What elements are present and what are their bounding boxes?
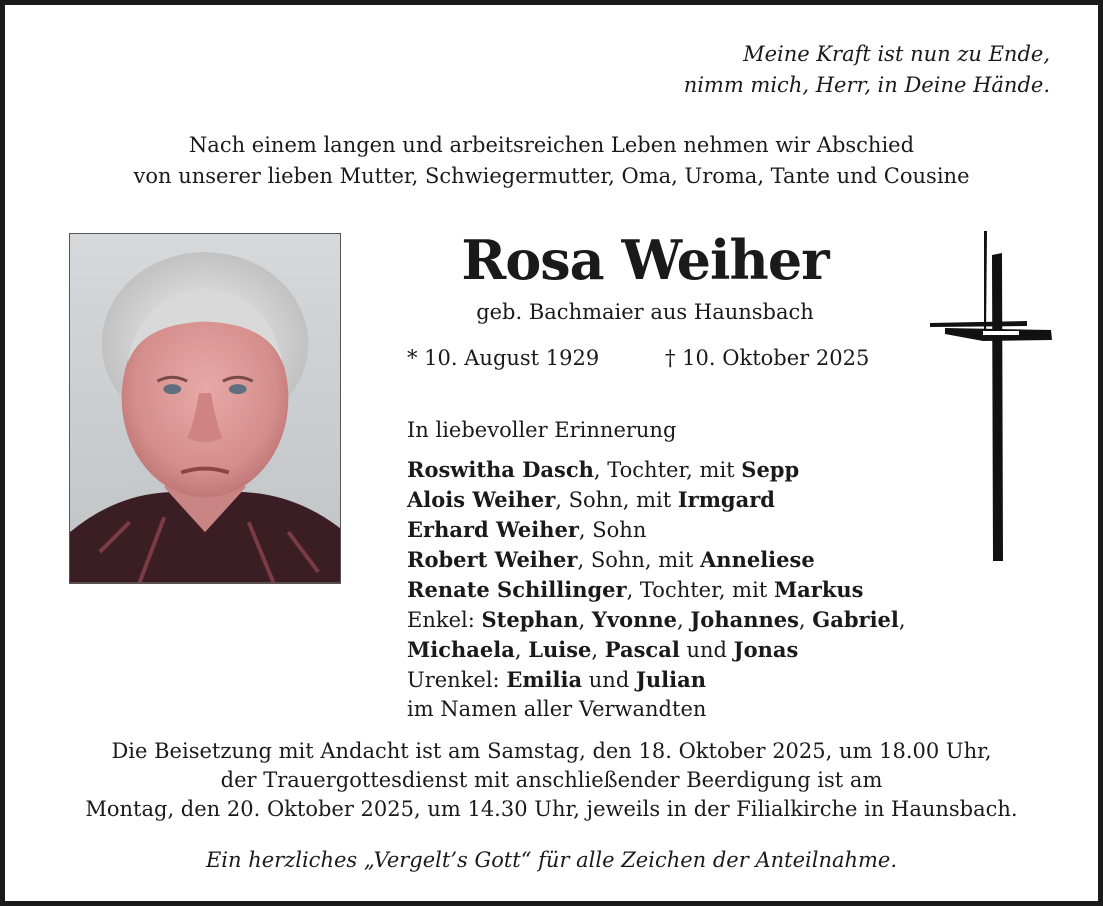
cross-icon: [923, 227, 1058, 567]
service-line-1: Die Beisetzung mit Andacht ist am Samstag, den 18. Oktober 2025, um 18.00 Uhr,: [111, 739, 992, 763]
funeral-details: [5, 737, 1098, 824]
mourner-name: Alois Weiher: [407, 487, 556, 512]
grandchildren-row-1: [407, 605, 906, 635]
conjunction: und: [582, 668, 636, 692]
death-date: † 10. Oktober 2025: [665, 346, 870, 370]
birth-date: * 10. August 1929: [407, 346, 600, 370]
service-line-2: der Trauergottesdienst mit anschließender Beerdigung ist am: [220, 768, 883, 792]
grandchild-name: Yvonne: [591, 607, 678, 632]
separator: ,: [591, 638, 605, 662]
mourner-name: Renate Schillinger: [407, 577, 627, 602]
grandchild-name: Stephan: [481, 607, 579, 632]
mourner-row: [407, 515, 906, 545]
grandchildren-label: Enkel:: [407, 608, 482, 632]
mourner-relation: , Sohn, mit: [555, 488, 678, 512]
closing-line: im Namen aller Verwandten: [407, 697, 707, 721]
deceased-name: Rosa Weiher: [461, 228, 829, 292]
grandchild-name: Gabriel: [812, 607, 899, 632]
separator: ,: [798, 608, 813, 632]
mourner-row: [407, 575, 906, 605]
memory-heading: In liebevoller Erinnerung: [407, 418, 677, 442]
mourner-relation: , Sohn, mit: [577, 548, 701, 572]
mourner-row: [407, 455, 906, 485]
portrait-photo: [69, 233, 341, 584]
conjunction: und: [679, 638, 734, 662]
great-grandchildren-label: Urenkel:: [407, 668, 507, 692]
motto-line-1: Meine Kraft ist nun zu Ende,: [743, 42, 1050, 66]
mourner-row: [407, 545, 906, 575]
separator: ,: [514, 638, 529, 662]
mourner-name: Roswitha Dasch: [407, 457, 594, 482]
great-grandchildren-row: [407, 665, 906, 695]
grandchildren-row-2: [407, 635, 906, 665]
mourner-name: Robert Weiher: [407, 547, 578, 572]
life-dates: [407, 343, 870, 373]
grandchild-name: Johannes: [690, 607, 799, 632]
birth-name: geb. Bachmaier aus Haunsbach: [476, 300, 814, 324]
separator: ,: [898, 608, 906, 632]
mourner-name: Erhard Weiher: [407, 517, 579, 542]
mourner-partner: Markus: [773, 577, 864, 602]
mourner-relation: , Tochter, mit: [626, 578, 774, 602]
intro-line-1: Nach einem langen und arbeitsreichen Leben nehmen wir Abschied: [188, 133, 915, 157]
service-line-3: Montag, den 20. Oktober 2025, um 14.30 Uhr, jeweils in der Filialkirche in Haunsbach.: [85, 797, 1018, 821]
grandchild-name: Michaela: [407, 637, 515, 662]
grandchild-name: Jonas: [733, 637, 799, 662]
intro-text: [5, 130, 1098, 192]
grandchild-name: Luise: [528, 637, 592, 662]
mourner-partner: Anneliese: [700, 547, 815, 572]
mourner-relation: , Sohn: [578, 518, 647, 542]
separator: ,: [578, 608, 592, 632]
mourner-row: [407, 485, 906, 515]
grandchild-name: Pascal: [604, 637, 680, 662]
mourner-partner: Sepp: [741, 457, 800, 482]
mourners-list: [407, 416, 906, 724]
motto-line-2: nimm mich, Herr, in Deine Hände.: [683, 73, 1050, 97]
motto: [684, 39, 1050, 101]
portrait-illustration: [70, 234, 340, 583]
mourner-relation: , Tochter, mit: [593, 458, 742, 482]
great-grandchild-name: Julian: [635, 667, 706, 692]
great-grandchild-name: Emilia: [506, 667, 583, 692]
intro-line-2: von unserer lieben Mutter, Schwiegermutter, Oma, Uroma, Tante und Cousine: [133, 164, 970, 188]
mourner-partner: Irmgard: [677, 487, 775, 512]
separator: ,: [677, 608, 691, 632]
thanks-line: Ein herzliches „Vergelt’s Gott“ für alle Zeichen der Anteilnahme.: [205, 848, 898, 872]
